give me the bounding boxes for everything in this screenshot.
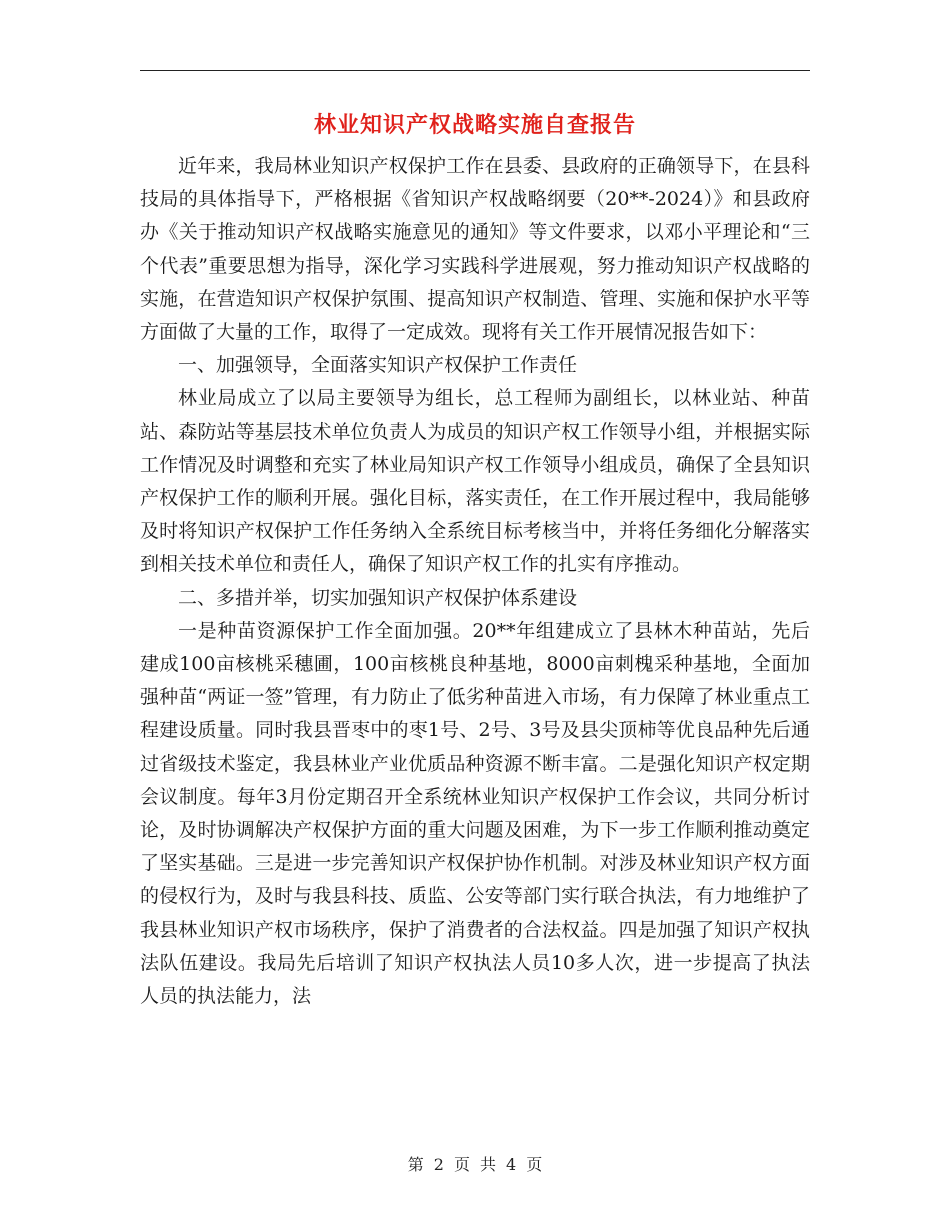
- paragraph-section-1: 林业局成立了以局主要领导为组长，总工程师为副组长，以林业站、种苗站、森防站等基层技术单位负责人为成员的知识产权工作领导小组，并根据实际工作情况及时调整和充实了林业局知识产权工作领导小组成员，确保了全县知识产权保护工作的顺利开展。强化目标，落实责任，在工作开展过程中，我局能够及时将知识产权保护工作任务纳入全系统目标考核当中，并将任务细化分解落实到相关技术单位和责任人，确保了知识产权工作的扎实有序推动。: [140, 387, 810, 576]
- section-heading-1: 一、加强领导，全面落实知识产权保护工作责任: [178, 354, 578, 377]
- page-footer: [0, 1154, 950, 1176]
- footer-page-number: 2: [433, 1155, 444, 1174]
- section-heading-2: 二、多措并举，切实加强知识产权保护体系建设: [178, 586, 578, 609]
- footer-page-unit: 页: [453, 1155, 470, 1174]
- document-title: 林业知识产权战略实施自查报告: [313, 112, 636, 138]
- footer-total-prefix: 共: [480, 1155, 497, 1174]
- paragraph-intro: 近年来，我局林业知识产权保护工作在县委、县政府的正确领导下，在县科技局的具体指导下，严格根据《省知识产权战略纲要（20**-2024）》和县政府办《关于推动知识产权战略实施意见的通知》等文件要求，以邓小平理论和“三个代表”重要思想为指导，深化学习实践科学进展观，努力推动知识产权战略的实施，在营造知识产权保护氛围、提高知识产权制造、管理、实施和保护水平等方面做了大量的工作，取得了一定成效。现将有关工作开展情况报告如下：: [140, 155, 810, 344]
- paragraph-section-2: 一是种苗资源保护工作全面加强。20**年组建成立了县林木种苗站，先后建成100亩核桃采穗圃，100亩核桃良种基地，8000亩刺槐采种基地，全面加强种苗“两证一签”管理，有力防止了低劣种苗进入市场，有力保障了林业重点工程建设质量。同时我县晋枣中的枣1号、2号、3号及县尖顶柿等优良品种先后通过省级技术鉴定，我县林业产业优质品种资源不断丰富。二是强化知识产权定期会议制度。每年3月份定期召开全系统林业知识产权保护工作会议，共同分析讨论，及时协调解决产权保护方面的重大问题及困难，为下一步工作顺利推动奠定了坚实基础。三是进一步完善知识产权保护协作机制。对涉及林业知识产权方面的侵权行为，及时与我县科技、质监、公安等部门实行联合执法，有力地维护了我县林业知识产权市场秩序，保护了消费者的合法权益。四是加强了知识产权执法队伍建设。我局先后培训了知识产权执法人员10多人次，进一步提高了执法人员的执法能力，法: [140, 619, 810, 1008]
- document-body: [140, 150, 810, 1013]
- footer-total-unit: 页: [526, 1155, 543, 1174]
- footer-prefix: 第: [407, 1155, 424, 1174]
- header-rule: [140, 70, 810, 71]
- footer-total-pages: 4: [506, 1155, 517, 1174]
